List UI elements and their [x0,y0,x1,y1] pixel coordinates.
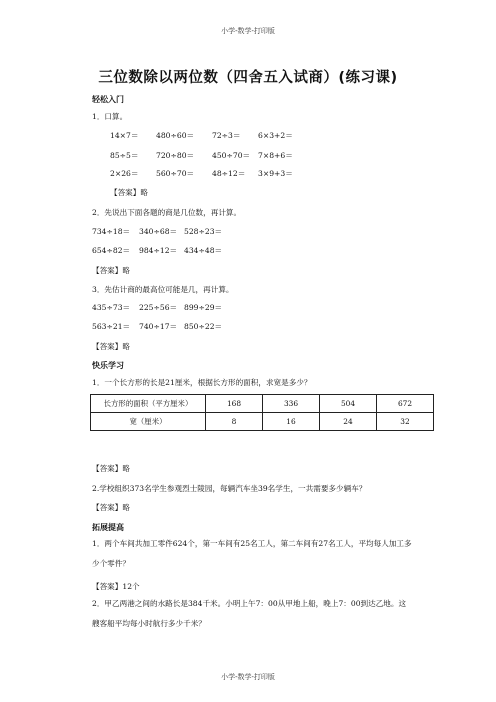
problem: 734÷18＝ [92,227,131,236]
section-heading-extension: 拓展提高 [92,523,124,532]
answer: 【答案】略 [110,188,148,197]
problem: 435÷73＝ [92,303,131,312]
table-cell: 8 [206,413,263,431]
problem: 740÷17＝ [139,322,178,331]
problem: 340÷68＝ [139,227,178,236]
answer: 【答案】略 [92,342,130,351]
table-cell: 672 [377,395,434,413]
question-paragraph: 2．甲乙两港之间的水路长是384千米。小明上午7：00从甲地上船，晚上7：00到达乙地。这艘客船平均每小时航行多少千米？ [92,599,407,628]
table-row [91,395,434,413]
problem: 48÷12＝ [212,169,246,178]
question-label: 2．先说出下面各题的商是几位数，再计算。 [92,208,242,217]
table-cell: 24 [320,413,377,431]
problem: 434÷48＝ [184,246,223,255]
problem: 563÷21＝ [92,322,131,331]
table-row [91,413,434,431]
table-cell: 16 [263,413,320,431]
problem: 480÷60＝ [156,131,195,140]
question-label: 2.学校组织373名学生参观烈士陵园，每辆汽车坐39名学生，一共需要多少辆车？ [92,484,367,493]
problem: 7×8+6＝ [258,151,293,160]
problem: 899÷29＝ [184,303,223,312]
problem: 85÷5＝ [110,151,139,160]
problem: 528÷23＝ [184,227,223,236]
problem: 14×7＝ [110,131,139,140]
problem: 6×3+2＝ [258,131,293,140]
problem-row [92,321,222,332]
problem: 450÷70＝ [212,151,251,160]
question-label: 1．口算。 [92,112,128,121]
answer: 【答案】略 [92,266,130,275]
problem: 654÷82＝ [92,246,131,255]
section-heading-easy: 轻松入门 [92,95,124,104]
page-title: 三位数除以两位数（四舍五入试商）(练习课) [98,70,398,86]
problem-row [110,168,293,179]
problem: 3×9+3＝ [258,169,293,178]
page-footer: 小学-数学-打印版 [221,673,275,681]
problem-row [110,150,293,161]
table-cell: 32 [377,413,434,431]
table-cell: 168 [206,395,263,413]
area-width-table [90,394,434,431]
problem-row [92,302,222,313]
answer: 【答案】略 [92,464,130,473]
answer: 【答案】略 [92,503,130,512]
table-cell: 504 [320,395,377,413]
table-row-header: 长方形的面积（平方厘米） [91,395,206,413]
problem: 2×26＝ [110,169,139,178]
table-row-header: 宽（厘米） [91,413,206,431]
table-cell: 336 [263,395,320,413]
problem: 850÷22＝ [184,322,223,331]
page-header: 小学-数学-打印版 [221,27,275,35]
problem: 72÷3＝ [212,131,241,140]
problem-row [92,245,222,256]
problem-row [92,226,222,237]
problem: 720÷80＝ [156,151,195,160]
problem-row [110,130,293,141]
problem: 225÷56＝ [139,303,178,312]
problem: 984÷12＝ [139,246,178,255]
question-paragraph: 1．两个车间共加工零件624个，第一车间有25名工人，第二车间有27名工人，平均每人加工多少个零件？ [92,539,412,568]
question-label: 3．先估计商的最高位可能是几，再计算。 [92,285,234,294]
answer: 【答案】12个 [92,582,140,591]
section-heading-happy: 快乐学习 [92,361,124,370]
problem: 560÷70＝ [156,169,195,178]
question-label: 1．一个长方形的长是21厘米，根据长方形的面积，求宽是多少？ [92,378,312,387]
